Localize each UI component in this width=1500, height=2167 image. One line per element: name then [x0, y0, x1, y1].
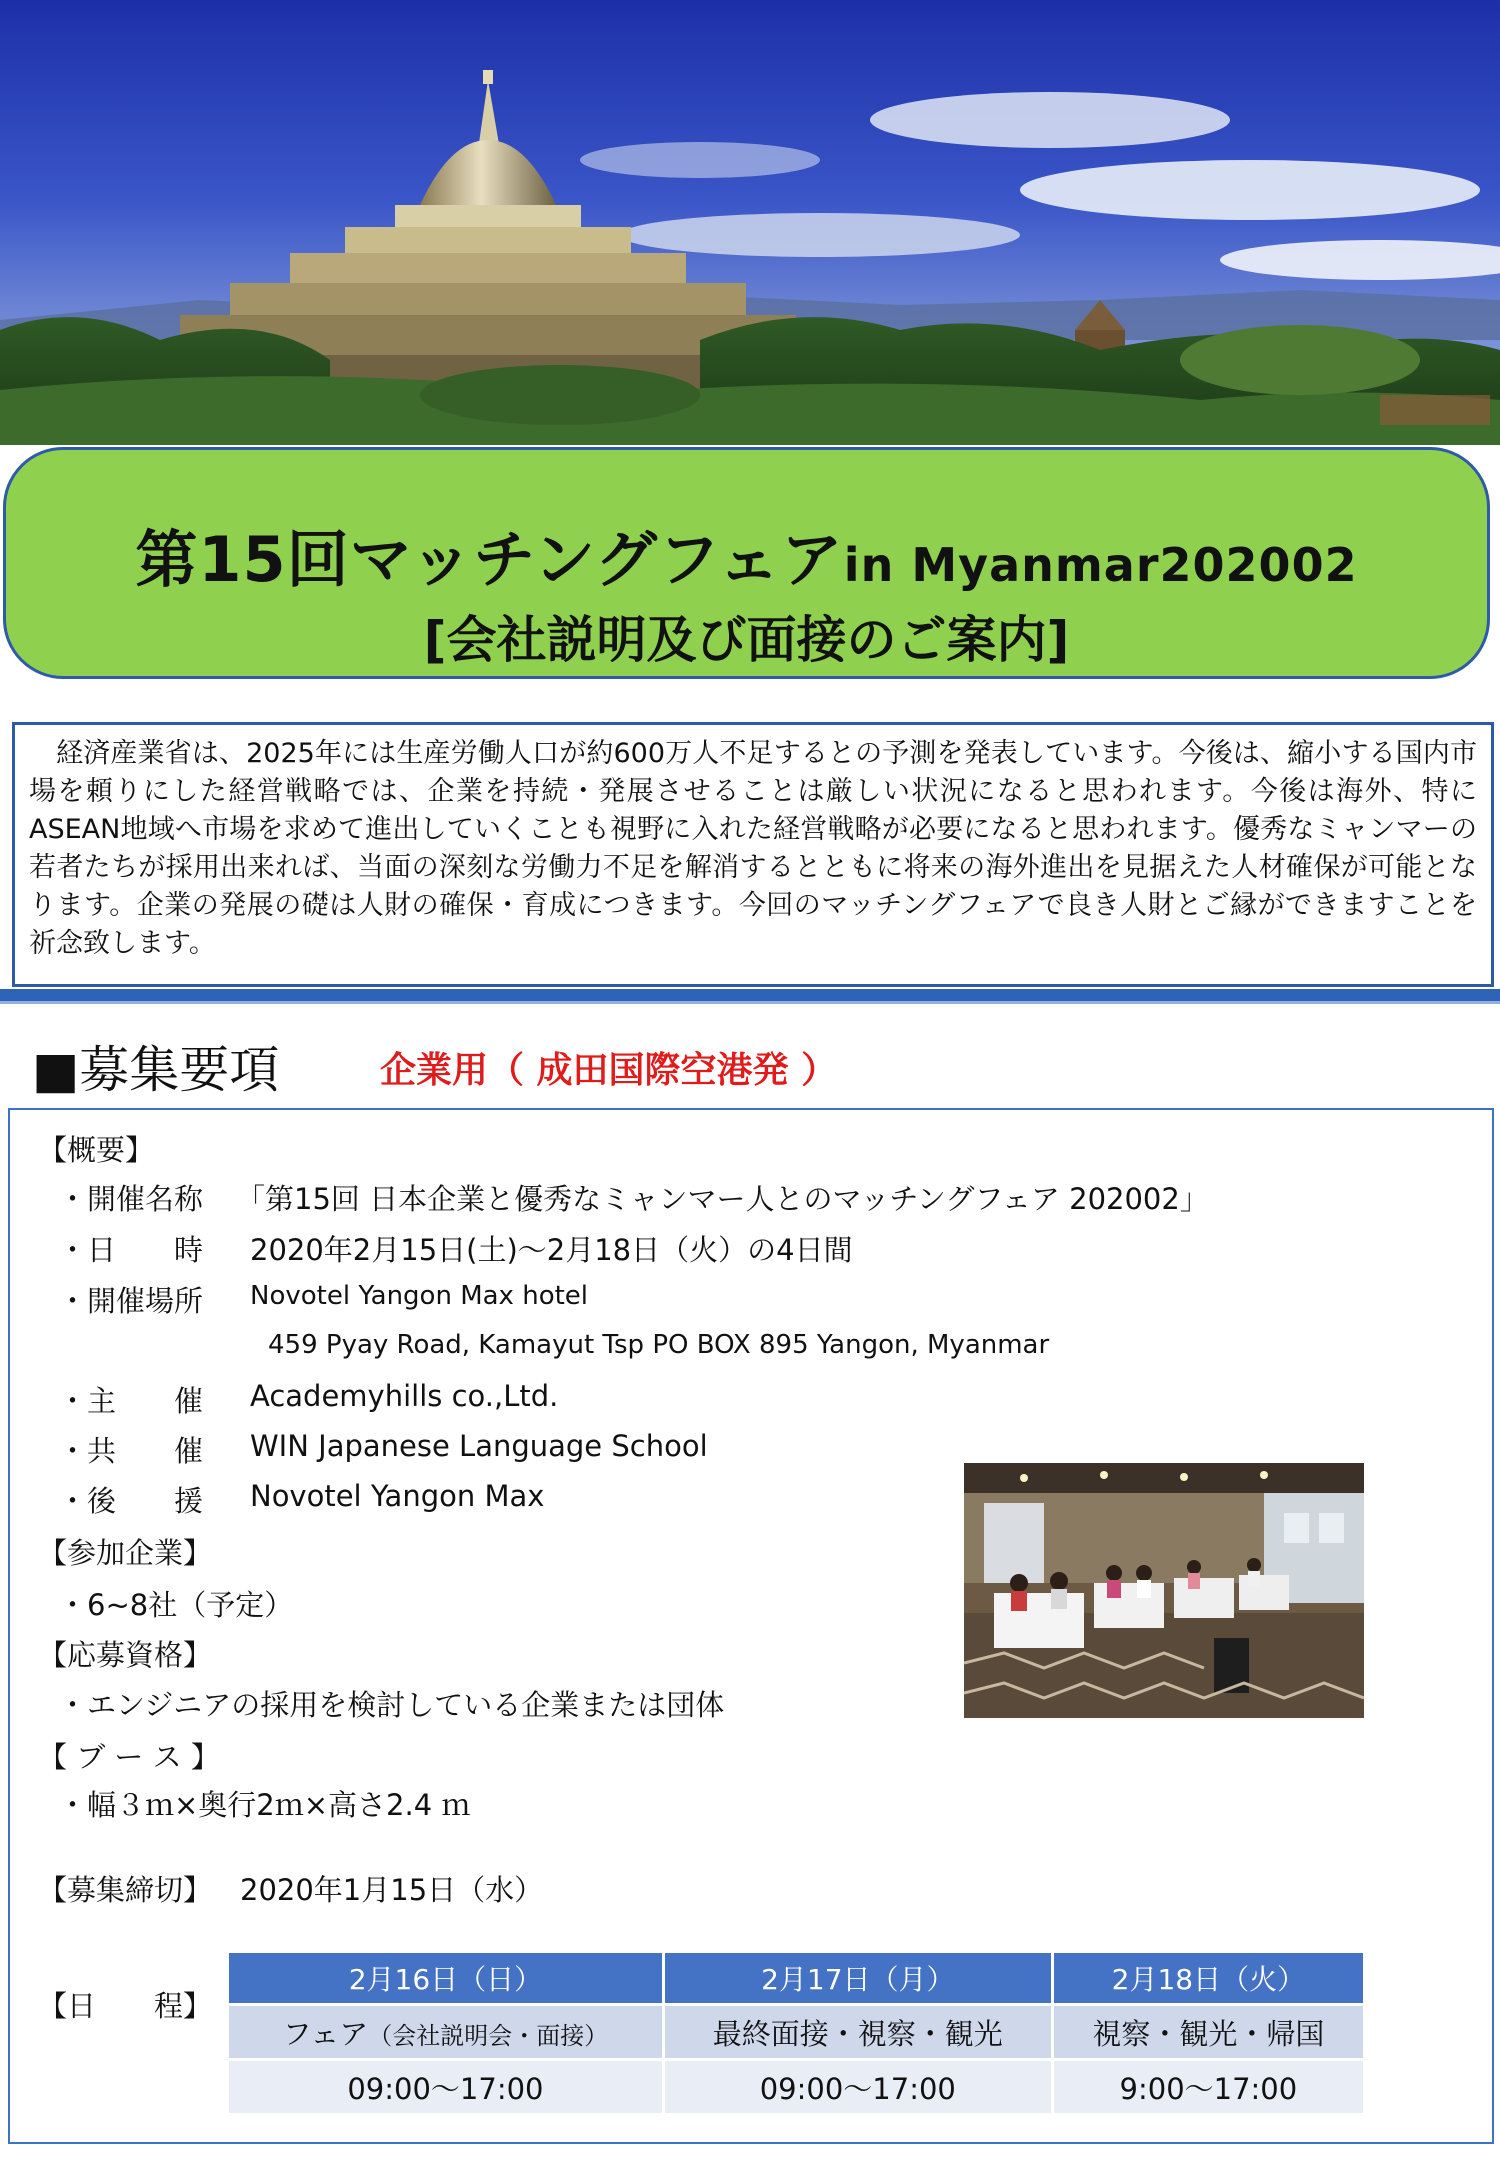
- booth-value: ・幅３ｍ×奥行2ｍ×高さ2.4 ｍ: [58, 1788, 471, 1822]
- schedule-date-1: 2月16日（日）: [229, 1953, 662, 2003]
- intro-text: 経済産業省は、2025年には生産労働人口が約600万人不足するとの予測を発表しています。今後は、縮小する国内市場を頼りにした経営戦略では、企業を持続・発展させることは厳しい状況になると思われます。今後は海外、特にASEAN地域へ市場を求めて進出していくことも視野に入れた経営戦略が必要になると思われます。優秀なミャンマーの若者たちが採用出来れば、当面の深刻な労働力不足を解消するとともに将来の海外進出を見据えた人材確保が可能となります。企業の発展の礎は人財の確保・育成につきます。今回のマッチングフェアで良き人財とご縁ができますことを祈念致します。: [29, 738, 1477, 959]
- schedule-time-1: 09:00～17:00: [229, 2061, 662, 2113]
- overview-key-name: ・開催名称: [58, 1182, 204, 1216]
- schedule-time-3: 9:00～17:00: [1054, 2061, 1363, 2113]
- schedule-activity-1: [229, 2006, 662, 2058]
- deadline-value: 2020年1月15日（水）: [240, 1873, 544, 1907]
- overview-value-date: 2020年2月15日(土)～2月18日（火）の4日間: [250, 1233, 853, 1267]
- overview-value-cohost: WIN Japanese Language School: [250, 1429, 708, 1463]
- eligibility-value: ・エンジニアの採用を検討している企業または団体: [58, 1688, 725, 1722]
- schedule-time-row: [229, 2061, 1363, 2113]
- page-title-latin: in Myanmar202002: [843, 538, 1358, 592]
- schedule-activity-1-main: フェア: [282, 2016, 369, 2051]
- section-divider: [0, 989, 1500, 1001]
- schedule-activity-2: 最終面接・視察・観光: [665, 2006, 1051, 2058]
- hero-pagoda-photo: [0, 0, 1500, 445]
- schedule-date-3: 2月18日（火）: [1054, 1953, 1363, 2003]
- schedule-label: 【日 程】: [38, 1989, 213, 2023]
- booth-label: 【 ブ ー ス 】: [38, 1740, 220, 1774]
- overview-value-support: Novotel Yangon Max: [250, 1479, 545, 1513]
- section-heading: ■募集要項: [32, 1041, 280, 1099]
- schedule-activity-row: [229, 2006, 1363, 2058]
- schedule-table: [226, 1950, 1366, 2116]
- schedule-date-2: 2月17日（月）: [665, 1953, 1051, 2003]
- schedule-header-row: [229, 1953, 1363, 2003]
- page-title-jp: 第15回マッチングフェア: [135, 523, 844, 596]
- overview-value-venue-address: 459 Pyay Road, Kamayut Tsp PO BOX 895 Yangon, Myanmar: [268, 1330, 1050, 1360]
- overview-value-name: 「第15回 日本企業と優秀なミャンマー人とのマッチングフェア 202002」: [236, 1182, 1209, 1216]
- overview-key-organizer: ・主 催: [58, 1384, 204, 1418]
- overview-key-venue: ・開催場所: [58, 1284, 204, 1318]
- participants-value: ・6~8社（予定）: [58, 1588, 294, 1622]
- section-divider-light: [0, 1001, 1500, 1004]
- overview-value-organizer: Academyhills co.,Ltd.: [250, 1379, 559, 1413]
- schedule-time-2: 09:00～17:00: [665, 2061, 1051, 2113]
- overview-key-cohost: ・共 催: [58, 1434, 204, 1468]
- deadline-label: 【募集締切】: [38, 1873, 213, 1907]
- overview-key-date: ・日 時: [58, 1233, 204, 1267]
- eligibility-label: 【応募資格】: [38, 1638, 213, 1672]
- schedule-activity-3: 視察・観光・帰国: [1054, 2006, 1363, 2058]
- intro-paragraph: [12, 722, 1494, 987]
- participants-label: 【参加企業】: [38, 1536, 213, 1570]
- page-title: [6, 510, 1487, 599]
- venue-photo: [964, 1463, 1364, 1718]
- section-subheading: 企業用（ 成田国際空港発 ）: [380, 1050, 838, 1091]
- overview-label: 【概要】: [38, 1133, 155, 1167]
- page-subtitle: [会社説明及び面接のご案内]: [423, 611, 1070, 669]
- schedule-activity-1-note: （会社説明会・面接）: [368, 2021, 609, 2050]
- overview-value-venue: Novotel Yangon Max hotel: [250, 1281, 589, 1311]
- overview-key-support: ・後 援: [58, 1484, 204, 1518]
- title-banner: [3, 447, 1490, 679]
